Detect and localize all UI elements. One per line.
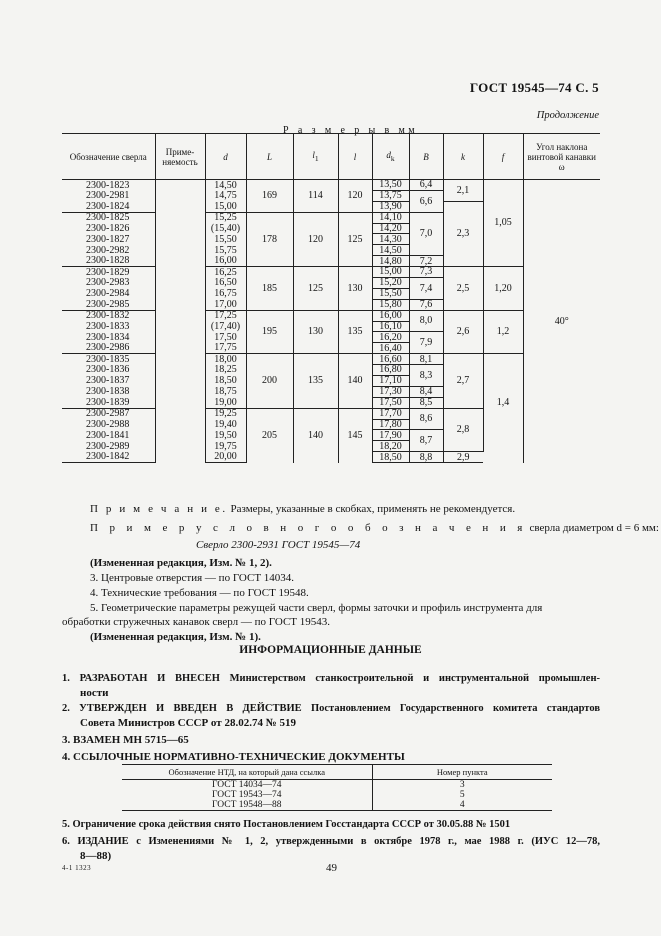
table-cell-k: 2,8 — [443, 408, 483, 452]
table-cell-d: 18,75 — [205, 386, 246, 397]
table-cell-code: 2300-2983 — [86, 277, 130, 289]
table-cell-B: 8,0 — [409, 310, 443, 332]
table-cell-dk: 14,30 — [372, 234, 409, 245]
continuation-label: Продолжение — [536, 110, 599, 121]
table-cell-B: 8,4 — [409, 386, 443, 397]
table-cell-dk: 14,10 — [372, 212, 409, 223]
table-cell-l1: 140 — [293, 408, 338, 462]
table-cell-L: 195 — [246, 310, 293, 354]
print-code: 4-1 1323 — [62, 864, 92, 872]
header-k: k — [443, 134, 483, 180]
table-cell-dk: 18,50 — [372, 452, 409, 463]
table-cell-code: 2300-1839 — [86, 396, 130, 408]
table-cell-B: 8,3 — [409, 365, 443, 387]
table-cell-B: 8,5 — [409, 397, 443, 408]
table-cell-dk: 18,20 — [372, 441, 409, 452]
info-item-2-line-1: 2. УТВЕРЖДЕН И ВВЕДЕН В ДЕЙСТВИЕ Постановлением Государственного комитета стандартов — [62, 703, 600, 714]
table-cell-d: 15,00 — [205, 201, 246, 212]
table-cell-L: 178 — [246, 212, 293, 266]
table-cell-dk: 16,20 — [372, 332, 409, 343]
table-cell-L: 200 — [246, 354, 293, 408]
table-cell-dk: 17,30 — [372, 386, 409, 397]
table-cell-dk: 17,90 — [372, 430, 409, 441]
info-heading: ИНФОРМАЦИОННЫЕ ДАННЫЕ — [239, 644, 422, 656]
clause-3: 3. Центровые отверстия — по ГОСТ 14034. — [90, 572, 295, 584]
clause-5-line-2: обработки стружечных канавок сверл — по ГОСТ 19543. — [62, 616, 331, 628]
table-cell-code: 2300-1827 — [86, 233, 130, 245]
table-cell-k: 2,1 — [443, 180, 483, 202]
table-cell-d: 16,25 — [205, 267, 246, 278]
table-cell-dk: 16,80 — [372, 365, 409, 376]
table-cell-code: 2300-1842 — [62, 452, 155, 463]
table-cell-dk: 13,50 — [372, 180, 409, 191]
table-cell-dk: 15,20 — [372, 278, 409, 289]
table-cell-d: 19,75 — [205, 441, 246, 452]
table-cell-l: 120 — [338, 180, 372, 213]
ntd-header-document: Обозначение НТД, на который дана ссылка — [168, 767, 326, 777]
info-item-6-line-2: 8—88) — [80, 850, 112, 862]
table-cell-l: 135 — [338, 310, 372, 354]
table-cell-code: 2300-2984 — [86, 288, 130, 300]
table-cell-d: 18,50 — [205, 376, 246, 387]
table-cell-code: 2300-2987 — [62, 408, 155, 419]
table-cell-l1: 114 — [293, 180, 338, 213]
table-cell-l: 125 — [338, 212, 372, 266]
table-cell-applicability — [155, 180, 205, 463]
table-cell-l: 130 — [338, 267, 372, 311]
table-cell-dk: 15,50 — [372, 288, 409, 299]
reference-documents-table — [122, 764, 552, 811]
table-cell-code: 2300-1837 — [86, 375, 130, 387]
table-cell-dk: 16,10 — [372, 321, 409, 332]
table-cell-d: 17,75 — [205, 343, 246, 354]
page-header: ГОСТ 19545—74 С. 5 — [469, 80, 599, 95]
table-cell-angle: 40° — [523, 180, 600, 463]
table-cell-d: 14,50 — [205, 180, 246, 191]
info-item-3: 3. ВЗАМЕН МН 5715—65 — [62, 734, 189, 746]
table-cell-d: 17,00 — [205, 299, 246, 310]
header-d: d — [205, 134, 246, 180]
header-L: L — [246, 134, 293, 180]
table-cell-code: 2300-1829 — [62, 267, 155, 278]
table-cell-B: 7,3 — [409, 267, 443, 278]
table-cell-dk: 16,40 — [372, 343, 409, 354]
table-cell-d: 19,50 — [205, 430, 246, 441]
table-cell-k: 2,5 — [443, 267, 483, 311]
table-cell-L: 169 — [246, 180, 293, 213]
header-angle: Угол наклона винтовой канавки ω — [523, 134, 600, 180]
table-cell-code: 2300-1841 — [86, 429, 130, 441]
table-cell-code: 2300-1828 — [86, 255, 130, 267]
header-l: l — [338, 134, 372, 180]
table-note: П р и м е ч а н и е. Размеры, указанные в скобках, применять не рекомендуется. — [90, 503, 516, 515]
table-cell-dk: 17,50 — [372, 397, 409, 408]
table-cell-d: 14,75 — [205, 190, 246, 201]
table-cell-code: 2300-1834 — [86, 331, 130, 343]
table-cell-B: 7,0 — [409, 212, 443, 256]
ntd-cell-document: ГОСТ 19543—74 — [212, 790, 282, 800]
table-cell-code: 2300-1824 — [86, 200, 130, 212]
table-cell-dk: 17,10 — [372, 376, 409, 387]
table-cell-l1: 120 — [293, 212, 338, 266]
table-cell-d: 16,75 — [205, 288, 246, 299]
table-cell-code: 2300-2989 — [86, 440, 130, 452]
table-cell-code: 2300-2988 — [86, 418, 130, 430]
table-cell-d: 15,25 — [205, 212, 246, 223]
table-cell-d: 15,75 — [205, 245, 246, 256]
table-cell-d: 16,00 — [205, 256, 246, 267]
info-item-1-line-2: ности — [80, 687, 109, 699]
table-cell-dk: 14,50 — [372, 245, 409, 256]
amendment-note: (Измененная редакция, Изм. № 1, 2). — [90, 557, 272, 569]
table-cell-B: 8,1 — [409, 354, 443, 365]
table-cell-l1: 125 — [293, 267, 338, 311]
table-cell-d: 16,50 — [205, 278, 246, 289]
table-cell-dk: 13,75 — [372, 190, 409, 201]
table-cell-k: 2,6 — [443, 310, 483, 354]
table-cell-l: 140 — [338, 354, 372, 408]
table-cell-dk: 15,00 — [372, 267, 409, 278]
table-caption: Р а з м е р ы в мм — [283, 125, 419, 136]
table-cell-dk: 14,20 — [372, 223, 409, 234]
table-cell-d: 15,50 — [205, 234, 246, 245]
table-cell-d: 20,00 — [205, 452, 246, 463]
table-cell-d: (15,40) — [205, 223, 246, 234]
table-cell-B: 7,9 — [409, 332, 443, 354]
ntd-cell-item: 4 — [372, 800, 552, 811]
table-cell-f: 1,4 — [483, 354, 523, 452]
table-cell-code: 2300-2982 — [86, 244, 130, 256]
table-cell-d: 18,25 — [205, 365, 246, 376]
table-cell-code: 2300-1835 — [62, 354, 155, 365]
header-applicability: Применяемость — [155, 134, 205, 180]
table-cell-d: 17,25 — [205, 310, 246, 321]
table-cell-L: 205 — [246, 408, 293, 462]
header-B: B — [409, 134, 443, 180]
table-cell-d: 18,00 — [205, 354, 246, 365]
clause-4: 4. Технические требования — по ГОСТ 19548. — [90, 587, 309, 599]
table-cell-code: 2300-1832 — [62, 310, 155, 321]
designation-example: П р и м е р у с л о в н о г о о б о з н а ч е н и я сверла диаметром d = 6 мм: — [90, 522, 659, 534]
info-item-4: 4. ССЫЛОЧНЫЕ НОРМАТИВНО-ТЕХНИЧЕСКИЕ ДОКУМЕНТЫ — [62, 751, 405, 763]
table-cell-B: 6,6 — [409, 190, 443, 212]
table-cell-code: 2300-1836 — [86, 364, 130, 376]
table-cell-B: 7,6 — [409, 299, 443, 310]
table-cell-code: 2300-2986 — [86, 342, 130, 354]
drill-dimensions-table — [62, 133, 600, 463]
table-cell-B: 8,6 — [409, 408, 443, 430]
table-cell-B: 6,4 — [409, 180, 443, 191]
table-cell-k: 2,9 — [443, 452, 483, 463]
clause-5-line-1: 5. Геометрические параметры режущей части сверл, формы заточки и профиль инструмента для — [90, 602, 543, 614]
header-l1: $l_1$ — [293, 134, 338, 180]
header-f: f — [483, 134, 523, 180]
table-cell-B: 8,8 — [409, 452, 443, 463]
info-item-2-line-2: Совета Министров СССР от 28.02.74 № 519 — [80, 717, 296, 729]
header-dk: $d_k$ — [372, 134, 409, 180]
info-item-6-line-1: 6. ИЗДАНИЕ с Изменениями № 1, 2, утвержденными в октябре 1978 г., мае 1988 г. (ИУС 12—78, — [62, 836, 600, 847]
table-cell-code: 2300-2985 — [86, 298, 130, 310]
table-cell-d: (17,40) — [205, 321, 246, 332]
table-cell-code: 2300-1838 — [86, 386, 130, 398]
table-cell-d: 19,25 — [205, 408, 246, 419]
table-cell-code: 2300-1823 — [62, 180, 155, 191]
table-cell-L: 185 — [246, 267, 293, 311]
table-cell-B: 8,7 — [409, 430, 443, 452]
table-cell-d: 17,50 — [205, 332, 246, 343]
table-cell-code: 2300-2981 — [86, 190, 130, 202]
table-cell-dk: 17,70 — [372, 408, 409, 419]
table-cell-dk: 15,80 — [372, 299, 409, 310]
designation-example-value: Сверло 2300-2931 ГОСТ 19545—74 — [196, 539, 361, 551]
table-cell-l1: 135 — [293, 354, 338, 408]
ntd-header-item: Номер пункта — [372, 765, 552, 780]
table-cell-code: 2300-1825 — [62, 212, 155, 223]
table-cell-dk: 16,00 — [372, 310, 409, 321]
table-cell-d: 19,40 — [205, 419, 246, 430]
table-cell-k: 2,7 — [443, 354, 483, 408]
amendment-note: (Измененная редакция, Изм. № 1). — [90, 631, 261, 643]
table-cell-dk: 14,80 — [372, 256, 409, 267]
table-cell-k: 2,3 — [443, 201, 483, 266]
table-cell-dk: 13,90 — [372, 201, 409, 212]
ntd-cell-item: 3 — [372, 780, 552, 791]
ntd-cell-document: ГОСТ 14034—74 — [212, 780, 282, 790]
table-cell-l1: 130 — [293, 310, 338, 354]
table-cell-f: 1,20 — [483, 267, 523, 311]
table-cell-l: 145 — [338, 408, 372, 462]
table-cell-code: 2300-1826 — [86, 222, 130, 234]
table-cell-B: 7,2 — [409, 256, 443, 267]
table-cell-f: 1,05 — [483, 180, 523, 267]
table-cell-dk: 16,60 — [372, 354, 409, 365]
table-cell-f: 1,2 — [483, 310, 523, 354]
ntd-cell-document: ГОСТ 19548—88 — [212, 800, 282, 810]
info-item-5: 5. Ограничение срока действия снято Постановлением Госстандарта СССР от 30.05.88 № 1501 — [62, 819, 511, 830]
info-item-1-line-1: 1. РАЗРАБОТАН И ВНЕСЕН Министерством станкостроительной и инструментальной промышлен- — [62, 673, 600, 684]
table-cell-B: 7,4 — [409, 278, 443, 300]
ntd-cell-item: 5 — [372, 790, 552, 800]
page-number: 49 — [326, 862, 337, 874]
table-cell-code: 2300-1833 — [86, 320, 130, 332]
header-designation: Обозначение сверла — [62, 134, 155, 180]
table-cell-dk: 17,80 — [372, 419, 409, 430]
table-cell-d: 19,00 — [205, 397, 246, 408]
